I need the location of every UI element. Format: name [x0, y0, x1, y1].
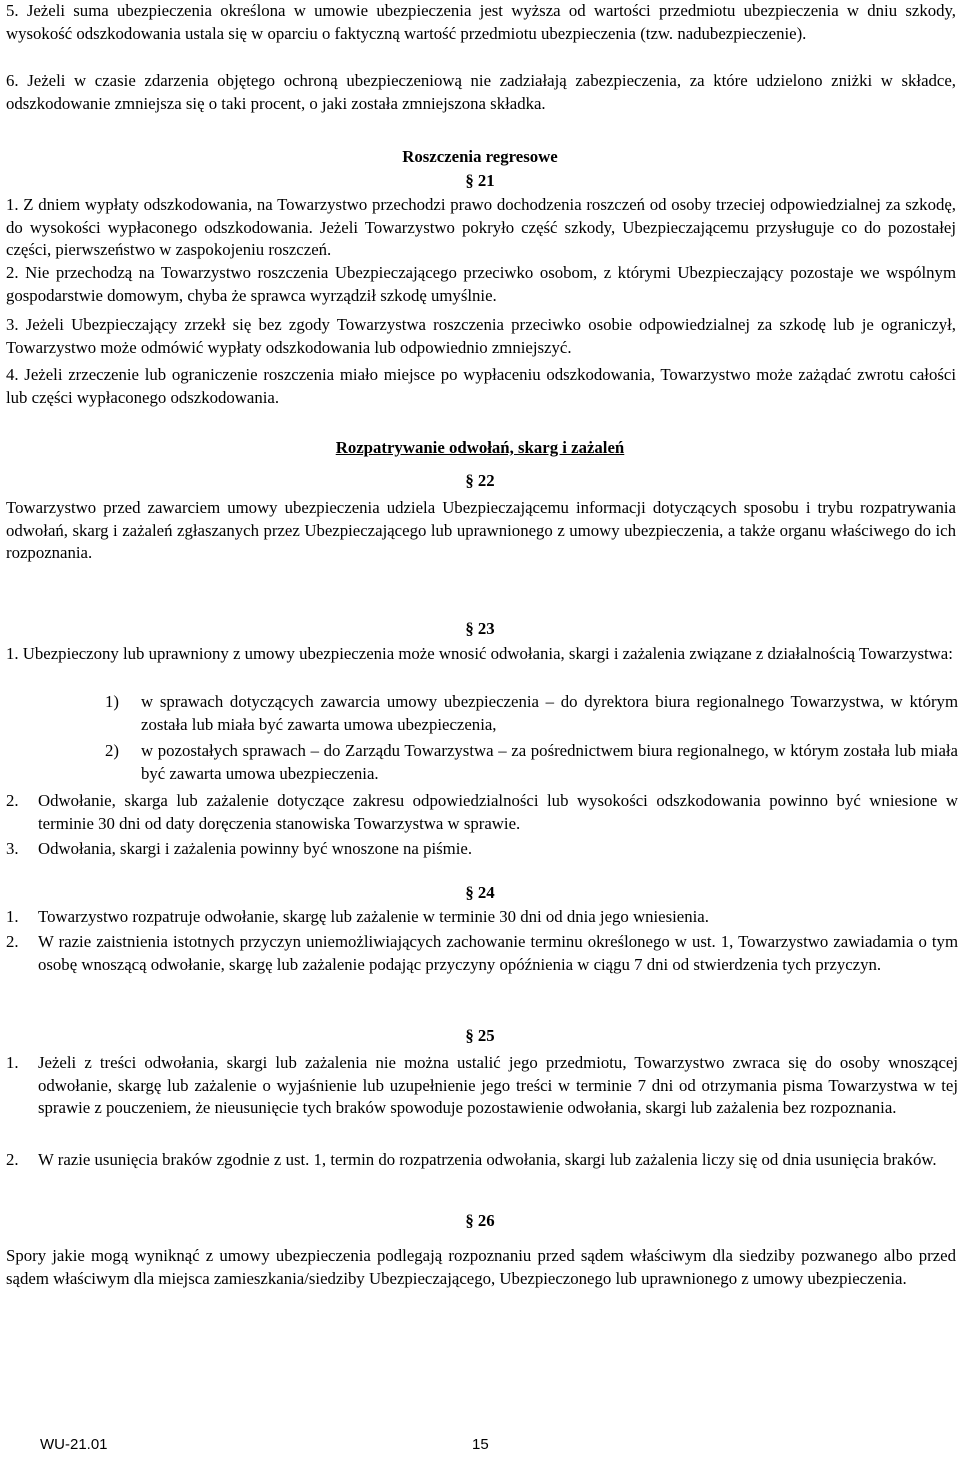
section-number-24: § 24 — [465, 883, 495, 902]
paragraph-21-3: 3. Jeżeli Ubezpieczający zrzekł się bez zgody Towarzystwa roszczenia przeciwko osobie odpowiedzialnej za szkodę lub je ograniczył, Towarzystwo może odmówić wypłaty odszkodowania lub odpowiednio zmniejszyć. — [6, 315, 956, 357]
section-number-26: § 26 — [465, 1211, 495, 1230]
list-text: Odwołanie, skarga lub zażalenie dotyczące zakresu odpowiedzialności lub wysokości odszkodowania powinno być wniesione w terminie 30 dni od daty doręczenia stanowiska Towarzystwa w sprawie. — [38, 791, 958, 833]
list-number: 3. — [6, 839, 19, 858]
section-heading-odwolania: Rozpatrywanie odwołań, skarg i zażaleń — [335, 438, 625, 457]
list-number: 2. — [6, 932, 19, 951]
list-item-23-3 — [6, 838, 958, 861]
section-number-22: § 22 — [465, 471, 495, 490]
paragraph-21-4: 4. Jeżeli zrzeczenie lub ograniczenie roszczenia miało miejsce po wypłaceniu odszkodowania, Towarzystwo może zażądać zwrotu całości lub części wypłaconego odszkodowania. — [6, 365, 956, 407]
paragraph-21-1: 1. Z dniem wypłaty odszkodowania, na Towarzystwo przechodzi prawo dochodzenia roszczeń od osoby trzeciej odpowiedzialnej za szkodę, do wysokości wypłaconego odszkodowania. Jeżeli Towarzystwo pokryło część szkody, Ubezpieczającemu przysługuje co do pozostałej części, pierwszeństwo w zaspokojeniu roszczeń. — [6, 195, 956, 259]
paragraph-23-1: 1. Ubezpieczony lub uprawniony z umowy ubezpieczenia może wnosić odwołania, skargi i zażalenia związane z działalnością Towarzystwa: — [6, 644, 953, 663]
list-number: 2. — [6, 1150, 19, 1169]
list-item-23-1-2 — [105, 740, 958, 785]
paragraph-5: 5. Jeżeli suma ubezpieczenia określona w umowie ubezpieczenia jest wyższa od wartości przedmiotu ubezpieczenia w dniu szkody, wysokość odszkodowania ustala się w oparciu o faktyczną wartość przedmiotu ubezpieczenia (tzw. nadubezpieczenie). — [6, 1, 956, 43]
paragraph-26: Spory jakie mogą wyniknąć z umowy ubezpieczenia podlegają rozpoznaniu przed sądem właściwym dla siedziby pozwanego albo przed sądem właściwym dla miejsca zamieszkania/siedziby Ubezpieczającego, Ubezpieczonego lub uprawnionego z umowy ubezpieczenia. — [6, 1246, 956, 1288]
list-text: Jeżeli z treści odwołania, skargi lub zażalenia nie można ustalić jego przedmiotu, Towarzystwo zwraca się do osoby wnoszącej odwołanie, skargę lub zażalenie o wyjaśnienie lub uzupełnienie jego treści w terminie 7 dni od otrzymania pisma Towarzystwa w tej sprawie z pouczeniem, że nieusunięcie tych braków spowoduje pozostawienie odwołania, skargi lub zażalenia bez rozpoznania. — [38, 1053, 958, 1117]
footer-document-code: WU-21.01 — [40, 1436, 108, 1453]
paragraph-21-2: 2. Nie przechodzą na Towarzystwo roszczenia Ubezpieczającego przeciwko osobom, z którymi Ubezpieczający pozostaje we wspólnym gospodarstwie domowym, chyba że sprawca wyrządził szkodę umyślnie. — [6, 263, 956, 305]
footer-page-number: 15 — [472, 1436, 489, 1453]
list-text: Towarzystwo rozpatruje odwołanie, skargę lub zażalenie w terminie 30 dni od dnia jego wniesienia. — [38, 907, 709, 926]
list-item-23-1-1 — [105, 691, 958, 736]
list-text: W razie zaistnienia istotnych przyczyn uniemożliwiających zachowanie terminu określonego w ust. 1, Towarzystwo zawiadamia o tym osobę wnoszącą odwołanie, skargę lub zażalenie podając przyczyny opóźnienia w ciągu 7 dni od stwierdzenia tych przyczyn. — [38, 932, 958, 974]
list-text: w pozostałych sprawach – do Zarządu Towarzystwa – za pośrednictwem biura regionalnego, w którym została lub miała być zawarta umowa ubezpieczenia. — [141, 741, 958, 783]
list-text: W razie usunięcia braków zgodnie z ust. 1, termin do rozpatrzenia odwołania, skargi lub zażalenia liczy się od dnia usunięcia braków. — [38, 1150, 937, 1169]
list-text: w sprawach dotyczących zawarcia umowy ubezpieczenia – do dyrektora biura regionalnego Towarzystwa, w którym została lub miała być zawarta umowa ubezpieczenia, — [141, 692, 958, 734]
section-heading-roszczenia: Roszczenia regresowe — [402, 147, 558, 166]
list-text: Odwołania, skargi i zażalenia powinny być wnoszone na piśmie. — [38, 839, 473, 858]
list-number: 1. — [6, 907, 19, 926]
list-number: 2) — [105, 741, 119, 760]
list-item-23-2 — [6, 790, 958, 835]
paragraph-22: Towarzystwo przed zawarciem umowy ubezpieczenia udziela Ubezpieczającemu informacji dotyczących sposobu i trybu rozpatrywania odwołań, skarg i zażaleń zgłaszanych przez Ubezpieczającego lub uprawnionego z umowy ubezpieczenia, a także organu właściwego do ich rozpoznania. — [6, 498, 956, 562]
list-item-24-2 — [6, 931, 958, 976]
section-number-23: § 23 — [465, 619, 495, 638]
section-number-21: § 21 — [465, 171, 495, 190]
paragraph-6: 6. Jeżeli w czasie zdarzenia objętego ochroną ubezpieczeniową nie zadziałają zabezpieczenia, za które udzielono zniżki w składce, odszkodowanie zmniejsza się o taki procent, o jaki została zmniejszona składka. — [6, 71, 956, 113]
list-item-24-1 — [6, 906, 958, 929]
section-number-25: § 25 — [465, 1026, 495, 1045]
list-number: 1) — [105, 692, 119, 711]
list-number: 2. — [6, 791, 19, 810]
list-item-25-2 — [6, 1149, 958, 1172]
list-number: 1. — [6, 1053, 19, 1072]
list-item-25-1 — [6, 1052, 958, 1120]
